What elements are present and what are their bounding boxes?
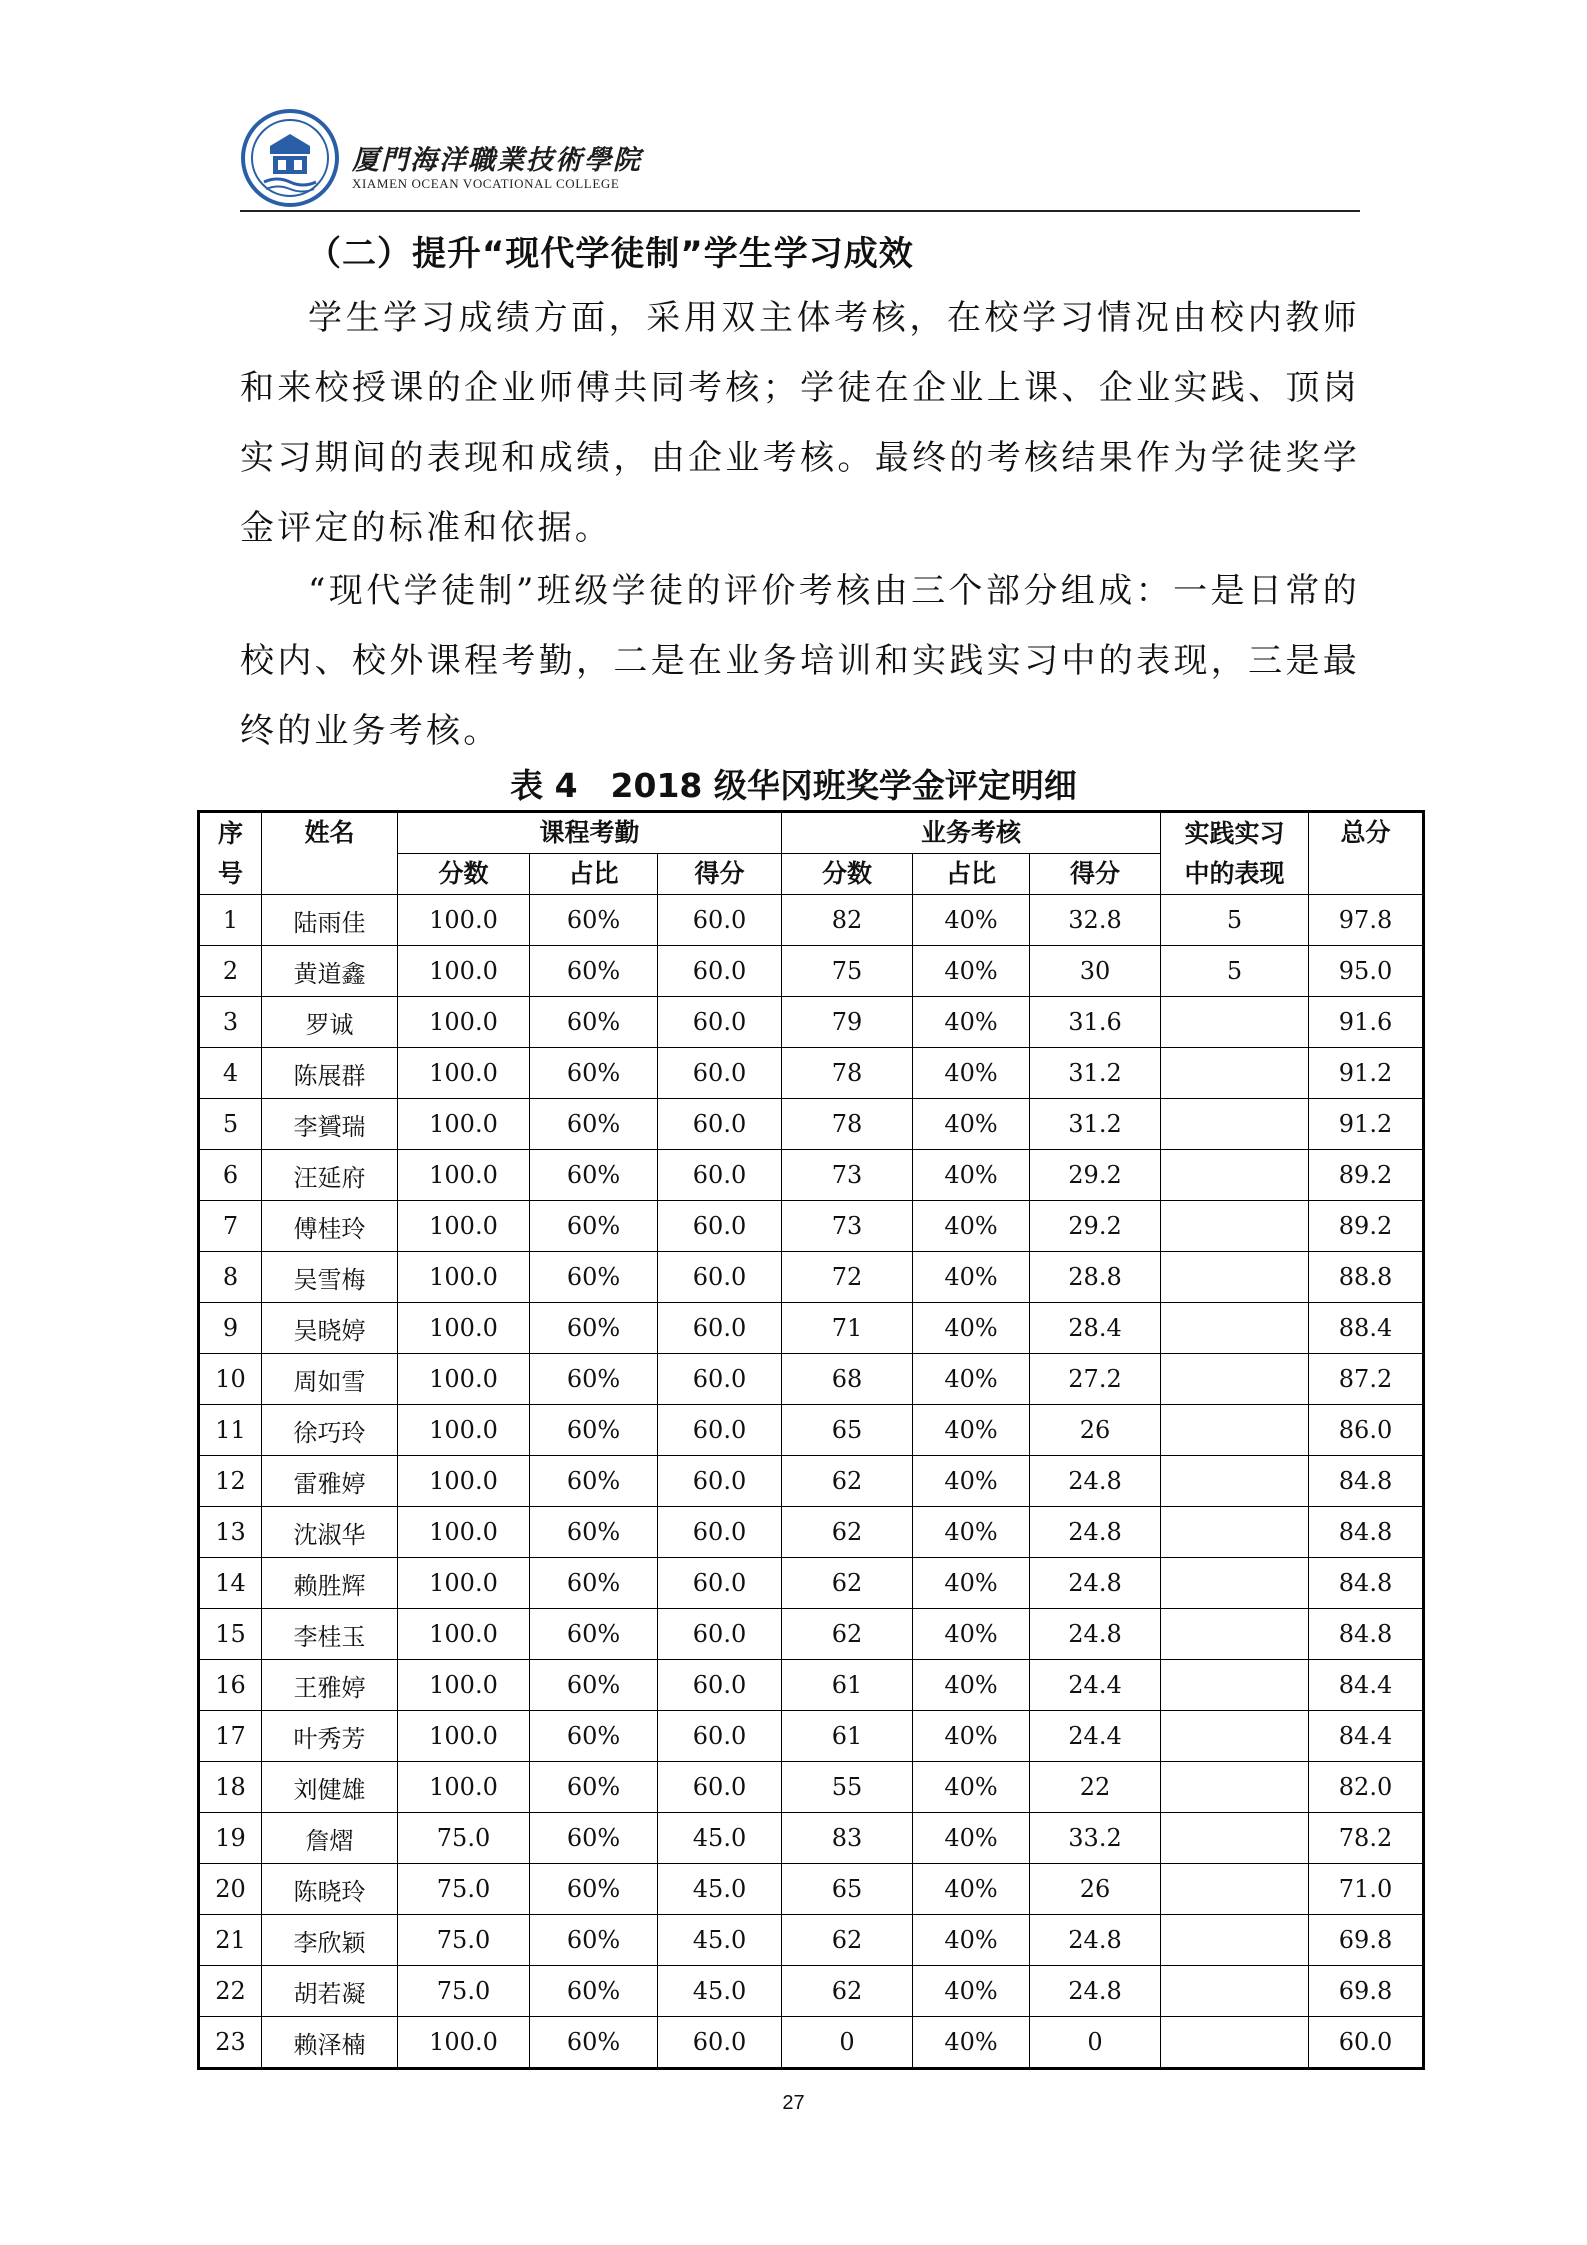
cell-attendance-score: 100.0	[398, 2017, 530, 2069]
cell-attendance-points: 60.0	[658, 1201, 782, 1252]
cell-attendance-points: 60.0	[658, 1762, 782, 1813]
cell-name: 赖泽楠	[262, 2017, 398, 2069]
cell-attendance-ratio: 60%	[530, 997, 658, 1048]
cell-name: 傅桂玲	[262, 1201, 398, 1252]
cell-total: 91.2	[1309, 1099, 1424, 1150]
table-row	[199, 997, 1424, 1048]
cell-seq: 1	[199, 895, 262, 946]
cell-business-score: 55	[782, 1762, 913, 1813]
header-attendance-points: 得分	[658, 854, 782, 895]
cell-practice	[1161, 1915, 1309, 1966]
body-paragraph-2: “现代学徒制”班级学徒的评价考核由三个部分组成：一是日常的校内、校外课程考勤，二是在业务培训和实践实习中的表现，三是最终的业务考核。	[240, 571, 1360, 751]
cell-business-score: 62	[782, 1558, 913, 1609]
header-business-ratio: 占比	[913, 854, 1030, 895]
table-row	[199, 1864, 1424, 1915]
cell-name: 徐巧玲	[262, 1405, 398, 1456]
cell-attendance-score: 100.0	[398, 1048, 530, 1099]
cell-business-points: 29.2	[1030, 1150, 1161, 1201]
cell-attendance-ratio: 60%	[530, 1507, 658, 1558]
cell-business-points: 22	[1030, 1762, 1161, 1813]
cell-business-points: 24.8	[1030, 1609, 1161, 1660]
table-row	[199, 1711, 1424, 1762]
cell-attendance-score: 100.0	[398, 1507, 530, 1558]
cell-attendance-ratio: 60%	[530, 1354, 658, 1405]
cell-seq: 14	[199, 1558, 262, 1609]
table-row	[199, 1660, 1424, 1711]
cell-attendance-ratio: 60%	[530, 895, 658, 946]
cell-business-score: 72	[782, 1252, 913, 1303]
cell-business-points: 26	[1030, 1405, 1161, 1456]
cell-seq: 16	[199, 1660, 262, 1711]
cell-total: 84.8	[1309, 1507, 1424, 1558]
cell-attendance-score: 100.0	[398, 997, 530, 1048]
cell-business-score: 62	[782, 1609, 913, 1660]
cell-business-points: 28.8	[1030, 1252, 1161, 1303]
cell-name: 刘健雄	[262, 1762, 398, 1813]
header-seq-line2: 号	[217, 858, 243, 888]
table-title: 表 4 2018 级华冈班奖学金评定明细	[510, 766, 1077, 805]
cell-practice	[1161, 997, 1309, 1048]
cell-attendance-score: 100.0	[398, 1711, 530, 1762]
cell-practice	[1161, 1201, 1309, 1252]
cell-total: 71.0	[1309, 1864, 1424, 1915]
cell-practice	[1161, 1558, 1309, 1609]
cell-business-ratio: 40%	[913, 1303, 1030, 1354]
cell-business-points: 24.8	[1030, 1915, 1161, 1966]
cell-attendance-ratio: 60%	[530, 1405, 658, 1456]
cell-practice	[1161, 1762, 1309, 1813]
table-row	[199, 1456, 1424, 1507]
cell-business-score: 78	[782, 1048, 913, 1099]
table-row	[199, 1609, 1424, 1660]
cell-business-score: 71	[782, 1303, 913, 1354]
cell-practice	[1161, 1711, 1309, 1762]
cell-name: 周如雪	[262, 1354, 398, 1405]
cell-practice	[1161, 1456, 1309, 1507]
cell-attendance-score: 75.0	[398, 1864, 530, 1915]
cell-business-points: 28.4	[1030, 1303, 1161, 1354]
page-header	[240, 108, 1360, 208]
cell-business-ratio: 40%	[913, 1150, 1030, 1201]
cell-name: 叶秀芳	[262, 1711, 398, 1762]
cell-attendance-ratio: 60%	[530, 1048, 658, 1099]
cell-attendance-points: 60.0	[658, 946, 782, 997]
table-row	[199, 1915, 1424, 1966]
cell-business-points: 26	[1030, 1864, 1161, 1915]
cell-name: 王雅婷	[262, 1660, 398, 1711]
table-row	[199, 1762, 1424, 1813]
cell-name: 李贇瑞	[262, 1099, 398, 1150]
cell-attendance-points: 60.0	[658, 1711, 782, 1762]
cell-name: 汪延府	[262, 1150, 398, 1201]
table-row	[199, 1558, 1424, 1609]
cell-attendance-points: 45.0	[658, 1915, 782, 1966]
cell-attendance-score: 100.0	[398, 1303, 530, 1354]
cell-attendance-points: 60.0	[658, 1354, 782, 1405]
header-practice-line1: 实践实习	[1184, 818, 1285, 848]
table-row	[199, 1201, 1424, 1252]
cell-business-points: 0	[1030, 2017, 1161, 2069]
header-practice	[1161, 812, 1309, 895]
cell-attendance-ratio: 60%	[530, 1915, 658, 1966]
header-attendance-group: 课程考勤	[398, 812, 782, 854]
cell-seq: 5	[199, 1099, 262, 1150]
cell-attendance-score: 100.0	[398, 1609, 530, 1660]
cell-practice	[1161, 1405, 1309, 1456]
cell-attendance-score: 100.0	[398, 1252, 530, 1303]
cell-business-ratio: 40%	[913, 1252, 1030, 1303]
cell-name: 吴雪梅	[262, 1252, 398, 1303]
cell-attendance-score: 100.0	[398, 895, 530, 946]
header-name: 姓名	[262, 812, 398, 895]
cell-practice	[1161, 1813, 1309, 1864]
header-total: 总分	[1309, 812, 1424, 895]
cell-attendance-points: 60.0	[658, 1558, 782, 1609]
cell-business-ratio: 40%	[913, 1966, 1030, 2017]
cell-attendance-points: 60.0	[658, 1048, 782, 1099]
cell-business-points: 24.8	[1030, 1966, 1161, 2017]
cell-business-score: 73	[782, 1201, 913, 1252]
cell-total: 88.4	[1309, 1303, 1424, 1354]
cell-seq: 10	[199, 1354, 262, 1405]
header-attendance-ratio: 占比	[530, 854, 658, 895]
cell-business-ratio: 40%	[913, 1660, 1030, 1711]
school-name-cn: 厦門海洋職業技術學院	[352, 145, 642, 176]
table-row	[199, 895, 1424, 946]
cell-business-ratio: 40%	[913, 1201, 1030, 1252]
cell-business-points: 31.6	[1030, 997, 1161, 1048]
cell-business-ratio: 40%	[913, 1048, 1030, 1099]
table-row	[199, 1252, 1424, 1303]
cell-business-ratio: 40%	[913, 1864, 1030, 1915]
cell-attendance-score: 100.0	[398, 1762, 530, 1813]
cell-business-score: 73	[782, 1150, 913, 1201]
cell-business-points: 33.2	[1030, 1813, 1161, 1864]
header-seq	[199, 812, 262, 895]
cell-attendance-points: 60.0	[658, 1405, 782, 1456]
cell-attendance-points: 60.0	[658, 895, 782, 946]
cell-business-ratio: 40%	[913, 1558, 1030, 1609]
cell-attendance-score: 100.0	[398, 946, 530, 997]
cell-seq: 15	[199, 1609, 262, 1660]
cell-attendance-score: 100.0	[398, 1660, 530, 1711]
table-body	[199, 895, 1424, 2069]
cell-business-points: 24.8	[1030, 1507, 1161, 1558]
cell-seq: 6	[199, 1150, 262, 1201]
cell-attendance-points: 60.0	[658, 1507, 782, 1558]
table-row	[199, 1354, 1424, 1405]
cell-business-score: 0	[782, 2017, 913, 2069]
cell-seq: 7	[199, 1201, 262, 1252]
cell-name: 吴晓婷	[262, 1303, 398, 1354]
cell-total: 89.2	[1309, 1201, 1424, 1252]
cell-business-ratio: 40%	[913, 1915, 1030, 1966]
cell-business-score: 65	[782, 1864, 913, 1915]
cell-attendance-score: 100.0	[398, 1150, 530, 1201]
cell-practice: 5	[1161, 895, 1309, 946]
cell-business-score: 62	[782, 1966, 913, 2017]
cell-business-points: 30	[1030, 946, 1161, 997]
cell-business-ratio: 40%	[913, 1456, 1030, 1507]
cell-business-ratio: 40%	[913, 946, 1030, 997]
cell-total: 95.0	[1309, 946, 1424, 997]
cell-attendance-ratio: 60%	[530, 1711, 658, 1762]
cell-attendance-ratio: 60%	[530, 946, 658, 997]
cell-name: 沈淑华	[262, 1507, 398, 1558]
cell-business-score: 82	[782, 895, 913, 946]
cell-total: 86.0	[1309, 1405, 1424, 1456]
cell-attendance-points: 60.0	[658, 2017, 782, 2069]
cell-attendance-points: 60.0	[658, 1099, 782, 1150]
cell-seq: 2	[199, 946, 262, 997]
cell-name: 罗诚	[262, 997, 398, 1048]
cell-attendance-points: 45.0	[658, 1864, 782, 1915]
cell-total: 91.6	[1309, 997, 1424, 1048]
table-row	[199, 1813, 1424, 1864]
cell-business-ratio: 40%	[913, 1609, 1030, 1660]
cell-attendance-score: 75.0	[398, 1915, 530, 1966]
table-row	[199, 1099, 1424, 1150]
cell-business-points: 24.4	[1030, 1711, 1161, 1762]
cell-business-score: 79	[782, 997, 913, 1048]
cell-business-points: 29.2	[1030, 1201, 1161, 1252]
body-paragraph-1: 学生学习成绩方面，采用双主体考核，在校学习情况由校内教师和来校授课的企业师傅共同考核；学徒在企业上课、企业实践、顶岗实习期间的表现和成绩，由企业考核。最终的考核结果作为学徒奖学金评定的标准和依据。	[240, 298, 1360, 548]
cell-name: 李欣颖	[262, 1915, 398, 1966]
cell-business-ratio: 40%	[913, 1405, 1030, 1456]
cell-total: 69.8	[1309, 1966, 1424, 2017]
table-row	[199, 946, 1424, 997]
cell-total: 84.8	[1309, 1609, 1424, 1660]
cell-business-ratio: 40%	[913, 1354, 1030, 1405]
cell-seq: 22	[199, 1966, 262, 2017]
cell-seq: 17	[199, 1711, 262, 1762]
cell-business-points: 32.8	[1030, 895, 1161, 946]
cell-total: 84.8	[1309, 1558, 1424, 1609]
cell-total: 87.2	[1309, 1354, 1424, 1405]
cell-name: 黄道鑫	[262, 946, 398, 997]
cell-business-score: 78	[782, 1099, 913, 1150]
cell-total: 97.8	[1309, 895, 1424, 946]
cell-business-ratio: 40%	[913, 1762, 1030, 1813]
cell-total: 82.0	[1309, 1762, 1424, 1813]
cell-practice	[1161, 1354, 1309, 1405]
cell-attendance-points: 60.0	[658, 1609, 782, 1660]
cell-seq: 12	[199, 1456, 262, 1507]
cell-practice	[1161, 1150, 1309, 1201]
cell-business-points: 24.8	[1030, 1558, 1161, 1609]
cell-practice: 5	[1161, 946, 1309, 997]
scholarship-table	[197, 810, 1425, 2070]
cell-business-score: 75	[782, 946, 913, 997]
table-row	[199, 1303, 1424, 1354]
cell-total: 78.2	[1309, 1813, 1424, 1864]
cell-seq: 21	[199, 1915, 262, 1966]
cell-seq: 19	[199, 1813, 262, 1864]
cell-business-ratio: 40%	[913, 895, 1030, 946]
cell-practice	[1161, 1048, 1309, 1099]
cell-business-score: 65	[782, 1405, 913, 1456]
cell-attendance-score: 100.0	[398, 1354, 530, 1405]
cell-attendance-points: 45.0	[658, 1966, 782, 2017]
cell-business-ratio: 40%	[913, 997, 1030, 1048]
cell-name: 李桂玉	[262, 1609, 398, 1660]
table-row	[199, 1966, 1424, 2017]
table-row	[199, 1048, 1424, 1099]
section-heading: （二）提升“现代学徒制”学生学习成效	[307, 234, 914, 274]
cell-business-points: 24.4	[1030, 1660, 1161, 1711]
cell-attendance-ratio: 60%	[530, 1456, 658, 1507]
cell-seq: 11	[199, 1405, 262, 1456]
cell-attendance-ratio: 60%	[530, 1966, 658, 2017]
cell-practice	[1161, 1252, 1309, 1303]
cell-practice	[1161, 1609, 1309, 1660]
header-divider	[240, 210, 1360, 212]
cell-name: 陆雨佳	[262, 895, 398, 946]
cell-attendance-points: 60.0	[658, 1456, 782, 1507]
cell-attendance-ratio: 60%	[530, 2017, 658, 2069]
table-row	[199, 1507, 1424, 1558]
cell-attendance-ratio: 60%	[530, 1201, 658, 1252]
cell-name: 胡若凝	[262, 1966, 398, 2017]
cell-attendance-score: 100.0	[398, 1456, 530, 1507]
cell-business-ratio: 40%	[913, 1813, 1030, 1864]
cell-business-score: 61	[782, 1660, 913, 1711]
cell-business-points: 27.2	[1030, 1354, 1161, 1405]
cell-seq: 23	[199, 2017, 262, 2069]
cell-seq: 20	[199, 1864, 262, 1915]
table-row	[199, 2017, 1424, 2069]
cell-business-score: 83	[782, 1813, 913, 1864]
cell-seq: 8	[199, 1252, 262, 1303]
cell-attendance-ratio: 60%	[530, 1864, 658, 1915]
cell-attendance-ratio: 60%	[530, 1762, 658, 1813]
cell-attendance-score: 100.0	[398, 1099, 530, 1150]
cell-business-points: 31.2	[1030, 1099, 1161, 1150]
cell-practice	[1161, 1660, 1309, 1711]
cell-total: 84.4	[1309, 1660, 1424, 1711]
cell-business-points: 24.8	[1030, 1456, 1161, 1507]
cell-practice	[1161, 2017, 1309, 2069]
cell-business-score: 62	[782, 1456, 913, 1507]
cell-attendance-points: 60.0	[658, 1660, 782, 1711]
cell-business-ratio: 40%	[913, 1099, 1030, 1150]
cell-total: 84.8	[1309, 1456, 1424, 1507]
cell-attendance-score: 100.0	[398, 1405, 530, 1456]
cell-seq: 3	[199, 997, 262, 1048]
cell-total: 84.4	[1309, 1711, 1424, 1762]
cell-attendance-points: 60.0	[658, 1150, 782, 1201]
cell-attendance-score: 75.0	[398, 1813, 530, 1864]
cell-practice	[1161, 1099, 1309, 1150]
header-practice-line2: 中的表现	[1184, 858, 1285, 888]
cell-attendance-ratio: 60%	[530, 1252, 658, 1303]
cell-attendance-score: 75.0	[398, 1966, 530, 2017]
cell-practice	[1161, 1507, 1309, 1558]
cell-attendance-score: 100.0	[398, 1201, 530, 1252]
cell-attendance-ratio: 60%	[530, 1558, 658, 1609]
cell-seq: 9	[199, 1303, 262, 1354]
cell-total: 91.2	[1309, 1048, 1424, 1099]
page-number: 27	[782, 2092, 805, 2114]
cell-business-score: 68	[782, 1354, 913, 1405]
cell-attendance-ratio: 60%	[530, 1813, 658, 1864]
cell-attendance-points: 45.0	[658, 1813, 782, 1864]
cell-business-score: 61	[782, 1711, 913, 1762]
cell-seq: 13	[199, 1507, 262, 1558]
cell-attendance-ratio: 60%	[530, 1609, 658, 1660]
cell-seq: 4	[199, 1048, 262, 1099]
cell-business-score: 62	[782, 1915, 913, 1966]
cell-total: 89.2	[1309, 1150, 1424, 1201]
cell-attendance-ratio: 60%	[530, 1150, 658, 1201]
cell-attendance-points: 60.0	[658, 1252, 782, 1303]
header-seq-line1: 序	[217, 818, 243, 848]
cell-name: 陈晓玲	[262, 1864, 398, 1915]
cell-attendance-ratio: 60%	[530, 1099, 658, 1150]
cell-seq: 18	[199, 1762, 262, 1813]
header-business-group: 业务考核	[782, 812, 1161, 854]
table-row	[199, 1150, 1424, 1201]
cell-total: 69.8	[1309, 1915, 1424, 1966]
cell-business-ratio: 40%	[913, 1711, 1030, 1762]
cell-attendance-points: 60.0	[658, 997, 782, 1048]
school-name-en: XIAMEN OCEAN VOCATIONAL COLLEGE	[352, 176, 620, 191]
cell-total: 88.8	[1309, 1252, 1424, 1303]
cell-business-score: 62	[782, 1507, 913, 1558]
cell-name: 赖胜辉	[262, 1558, 398, 1609]
cell-business-ratio: 40%	[913, 1507, 1030, 1558]
cell-attendance-score: 100.0	[398, 1558, 530, 1609]
cell-attendance-ratio: 60%	[530, 1660, 658, 1711]
cell-name: 陈展群	[262, 1048, 398, 1099]
cell-practice	[1161, 1966, 1309, 2017]
cell-business-ratio: 40%	[913, 2017, 1030, 2069]
cell-practice	[1161, 1303, 1309, 1354]
header-business-points: 得分	[1030, 854, 1161, 895]
cell-attendance-ratio: 60%	[530, 1303, 658, 1354]
table-row	[199, 1405, 1424, 1456]
header-attendance-score: 分数	[398, 854, 530, 895]
college-seal-icon	[240, 108, 340, 208]
cell-attendance-points: 60.0	[658, 1303, 782, 1354]
cell-business-points: 31.2	[1030, 1048, 1161, 1099]
table-header-row-1	[199, 812, 1424, 854]
cell-name: 詹熠	[262, 1813, 398, 1864]
cell-name: 雷雅婷	[262, 1456, 398, 1507]
cell-practice	[1161, 1864, 1309, 1915]
header-business-score: 分数	[782, 854, 913, 895]
cell-total: 60.0	[1309, 2017, 1424, 2069]
